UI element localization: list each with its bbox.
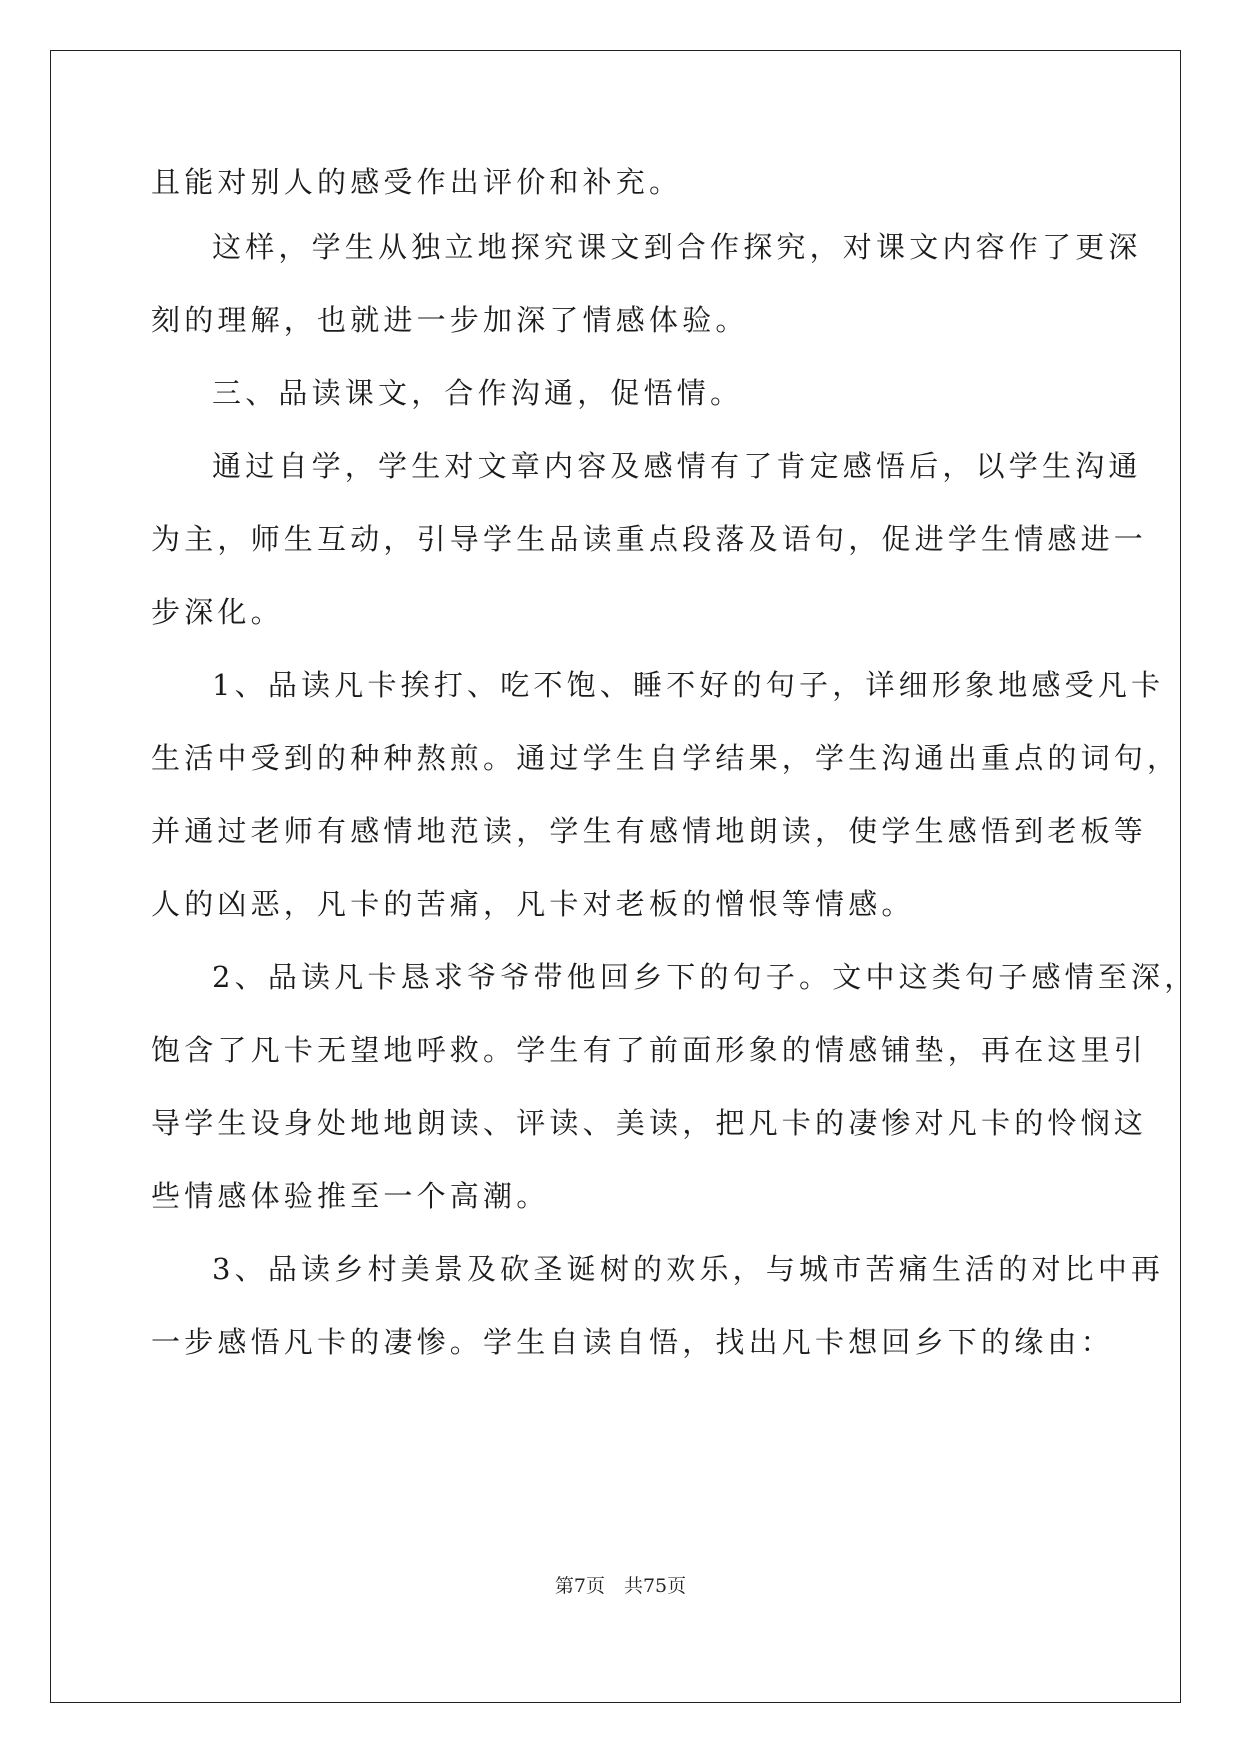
text-line: 2、品读凡卡恳求爷爷带他回乡下的句子。文中这类句子感情至深， — [212, 960, 1198, 994]
text-line: 饱含了凡卡无望地呼救。学生有了前面形象的情感铺垫，再在这里引 — [151, 1033, 1148, 1067]
text-line: 刻的理解，也就进一步加深了情感体验。 — [151, 303, 749, 337]
text-line: 生活中受到的种种熬煎。通过学生自学结果，学生沟通出重点的词句， — [151, 741, 1181, 775]
text-line: 三、品读课文，合作沟通，促悟情。 — [212, 376, 744, 410]
text-line: 且能对别人的感受作出评价和补充。 — [151, 165, 683, 199]
text-line: 导学生设身处地地朗读、评读、美读，把凡卡的凄惨对凡卡的怜悯这 — [151, 1106, 1148, 1140]
text-line: 通过自学，学生对文章内容及感情有了肯定感悟后，以学生沟通 — [212, 449, 1142, 483]
text-line: 人的凶恶，凡卡的苦痛，凡卡对老板的憎恨等情感。 — [151, 887, 915, 921]
text-line: 为主，师生互动，引导学生品读重点段落及语句，促进学生情感进一 — [151, 522, 1148, 556]
text-line: 并通过老师有感情地范读，学生有感情地朗读，使学生感悟到老板等 — [151, 814, 1148, 848]
text-line: 一步感悟凡卡的凄惨。学生自读自悟，找出凡卡想回乡下的缘由： — [151, 1325, 1114, 1359]
page-border — [50, 50, 1198, 1703]
text-line: 1、品读凡卡挨打、吃不饱、睡不好的句子，详细形象地感受凡卡 — [212, 668, 1165, 702]
text-line: 步深化。 — [151, 595, 284, 629]
text-line: 些情感体验推至一个高潮。 — [151, 1179, 550, 1213]
text-line: 3、品读乡村美景及砍圣诞树的欢乐，与城市苦痛生活的对比中再 — [212, 1252, 1165, 1286]
text-line: 这样，学生从独立地探究课文到合作探究，对课文内容作了更深 — [212, 230, 1142, 264]
page-number: 第7页 共75页 — [554, 1575, 687, 1597]
